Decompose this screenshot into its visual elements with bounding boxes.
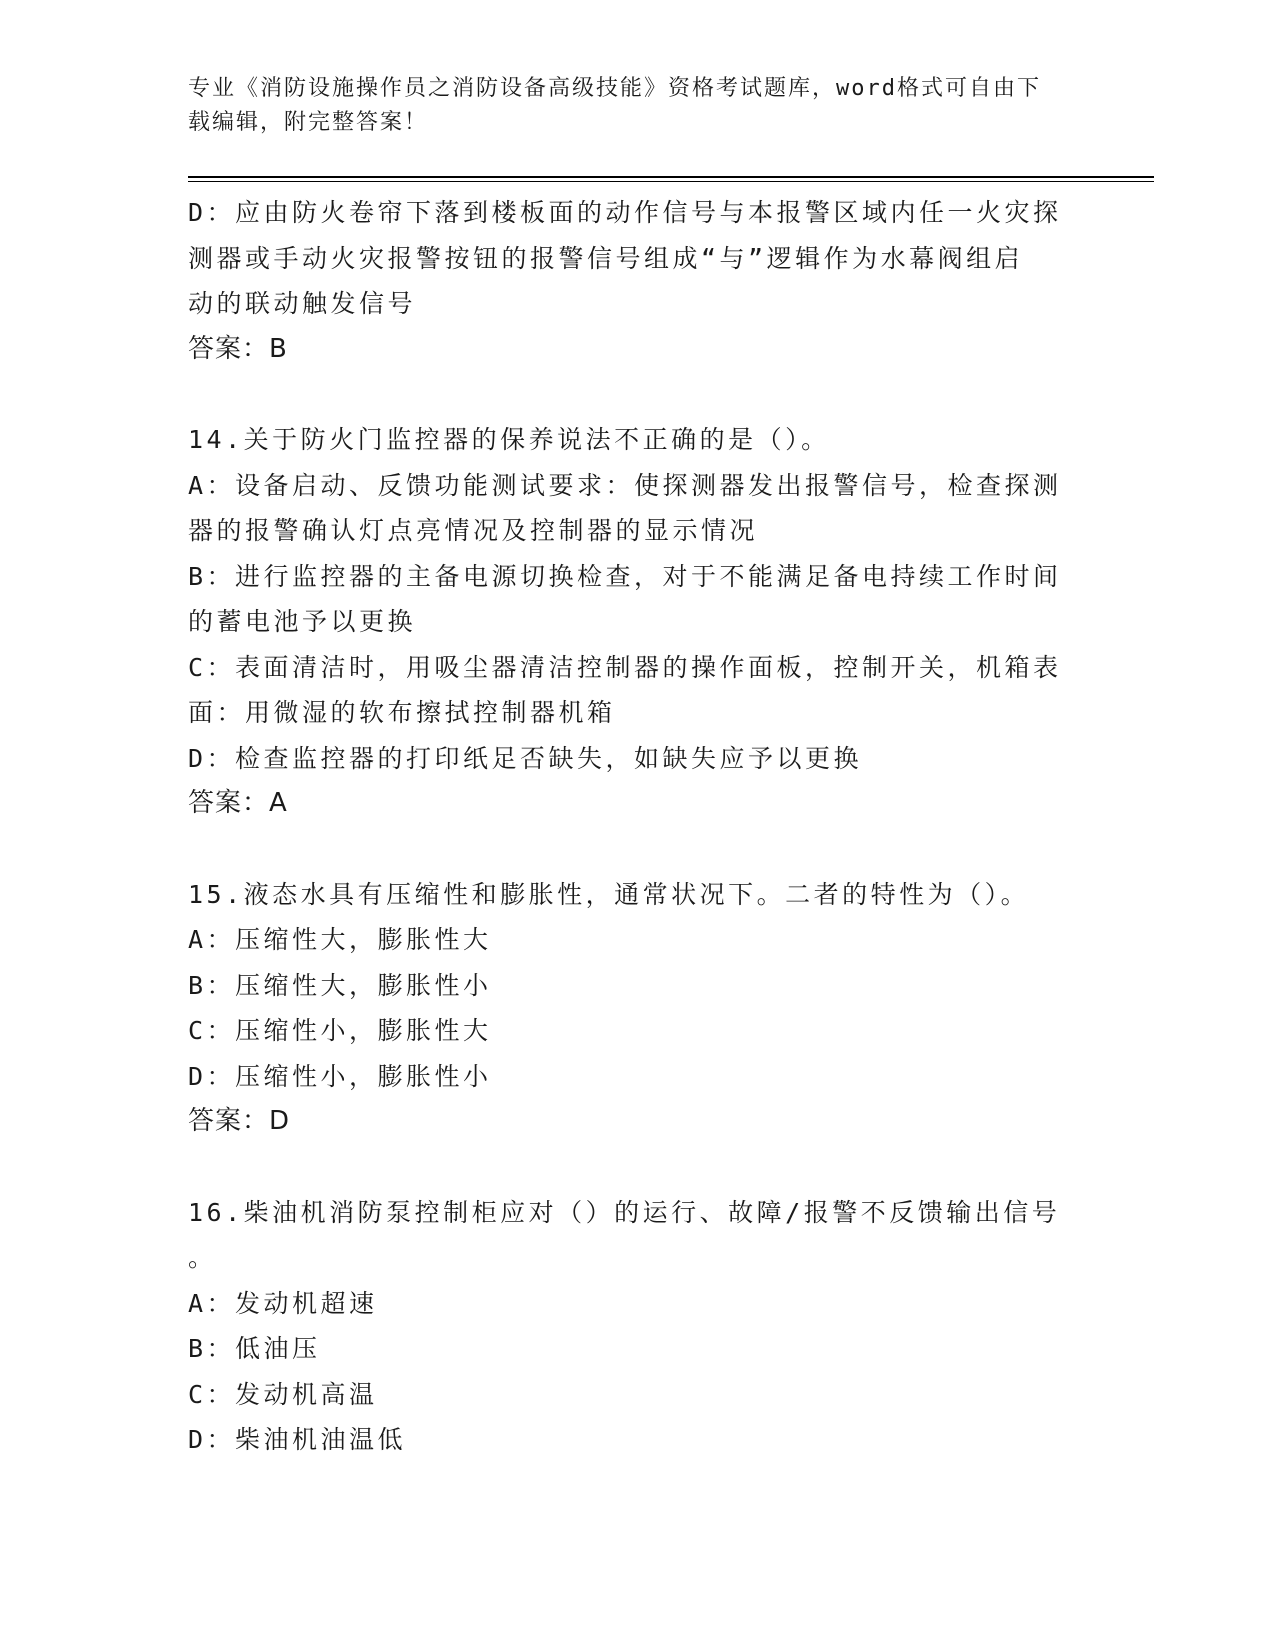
- header-line-2: 载编辑，附完整答案！: [188, 110, 429, 135]
- q14-option-b-line-2: 的蓄电池予以更换: [188, 607, 417, 636]
- question-15: [188, 872, 1088, 1145]
- q16-option-b: B：低油压: [188, 1334, 321, 1363]
- q15-option-c: C：压缩性小，膨胀性大: [188, 1016, 492, 1045]
- q15-question: 15.液态水具有压缩性和膨胀性，通常状况下。二者的特性为（）。: [188, 879, 1030, 909]
- q15-answer: 答案：D: [188, 1106, 291, 1136]
- q13-answer: 答案：B: [188, 333, 288, 364]
- q16-option-d: D：柴油机油温低: [188, 1425, 407, 1454]
- header-rule-thin: [188, 181, 1154, 182]
- q14-option-c-line-1: C：表面清洁时，用吸尘器清洁控制器的操作面板，控制开关，机箱表: [188, 652, 1062, 682]
- spacer: [188, 827, 1088, 872]
- q14-answer: 答案：A: [188, 788, 288, 818]
- q16-question-line-1: 16.柴油机消防泵控制柜应对（）的运行、故障/报警不反馈输出信号: [188, 1197, 1061, 1227]
- q14-option-d: D：检查监控器的打印纸足否缺失，如缺失应予以更换: [188, 743, 863, 773]
- q15-option-a: A：压缩性大，膨胀性大: [188, 925, 492, 954]
- q13-option-d-line-1: D：应由防火卷帘下落到楼板面的动作信号与本报警区域内任一火灾探: [188, 198, 1062, 227]
- q14-option-a-line-1: A：设备启动、反馈功能测试要求：使探测器发出报警信号，检查探测: [188, 470, 1062, 500]
- q14-option-a-line-2: 器的报警确认灯点亮情况及控制器的显示情况: [188, 516, 759, 545]
- spacer: [188, 372, 1088, 417]
- header-line-1: 专业《消防设施操作员之消防设备高级技能》资格考试题库，word格式可自由下: [188, 76, 1041, 101]
- q14-question: 14.关于防火门监控器的保养说法不正确的是（）。: [188, 425, 830, 454]
- spacer: [188, 1145, 1088, 1190]
- q15-option-b: B：压缩性大，膨胀性小: [188, 970, 492, 1000]
- q14-option-b-line-1: B：进行监控器的主备电源切换检查，对于不能满足备电持续工作时间: [188, 561, 1062, 591]
- question-13-tail: [188, 190, 1088, 372]
- q13-option-d-line-3: 动的联动触发信号: [188, 289, 417, 318]
- q16-option-c: C：发动机高温: [188, 1379, 378, 1409]
- q13-option-d-line-2: 测器或手动火灾报警按钮的报警信号组成“与”逻辑作为水幕阀组启: [188, 243, 1024, 273]
- q16-option-a: A：发动机超速: [188, 1288, 378, 1318]
- question-16: [188, 1190, 1088, 1463]
- question-list: [188, 190, 1088, 1463]
- q14-option-c-line-2: 面：用微湿的软布擦拭控制器机箱: [188, 698, 616, 727]
- question-14: [188, 417, 1088, 827]
- header-rule-thick: [188, 176, 1154, 178]
- q16-question-line-2: 。: [188, 1243, 217, 1272]
- document-header: [188, 72, 1068, 140]
- q15-option-d: D：压缩性小，膨胀性小: [188, 1061, 492, 1091]
